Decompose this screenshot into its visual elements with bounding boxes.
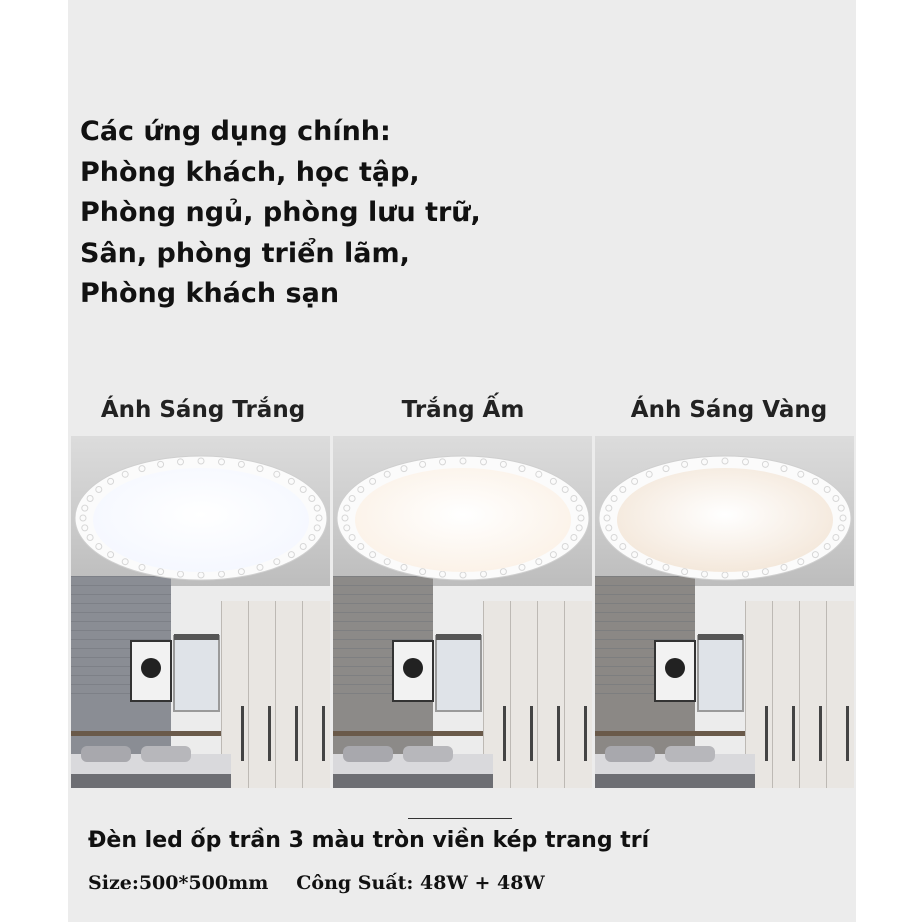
headline-line: Phòng ngủ, phòng lưu trữ, xyxy=(80,197,481,228)
headline-line: Sân, phòng triển lãm, xyxy=(80,237,410,269)
room-photo-yellow xyxy=(595,436,854,788)
product-specs xyxy=(88,868,545,898)
product-title: Đèn led ốp trần 3 màu tròn viền kép trang trí xyxy=(88,828,650,853)
room-photo-white xyxy=(71,436,330,788)
divider-line xyxy=(408,818,512,819)
variant-label-white: Ánh Sáng Trắng xyxy=(100,397,306,423)
size-spec: Size:500*500mm xyxy=(88,872,269,894)
headline-line: Các ứng dụng chính: xyxy=(80,116,391,147)
applications-text xyxy=(80,112,481,315)
power-spec: Công Suất: 48W + 48W xyxy=(296,872,545,894)
room-photo-warm-white xyxy=(333,436,592,788)
headline-line: Phòng khách sạn xyxy=(80,278,340,309)
headline-line: Phòng khách, học tập, xyxy=(80,156,420,188)
variant-label-warm-white: Trắng Ấm xyxy=(401,397,525,423)
variant-label-yellow: Ánh Sáng Vàng xyxy=(630,397,828,423)
